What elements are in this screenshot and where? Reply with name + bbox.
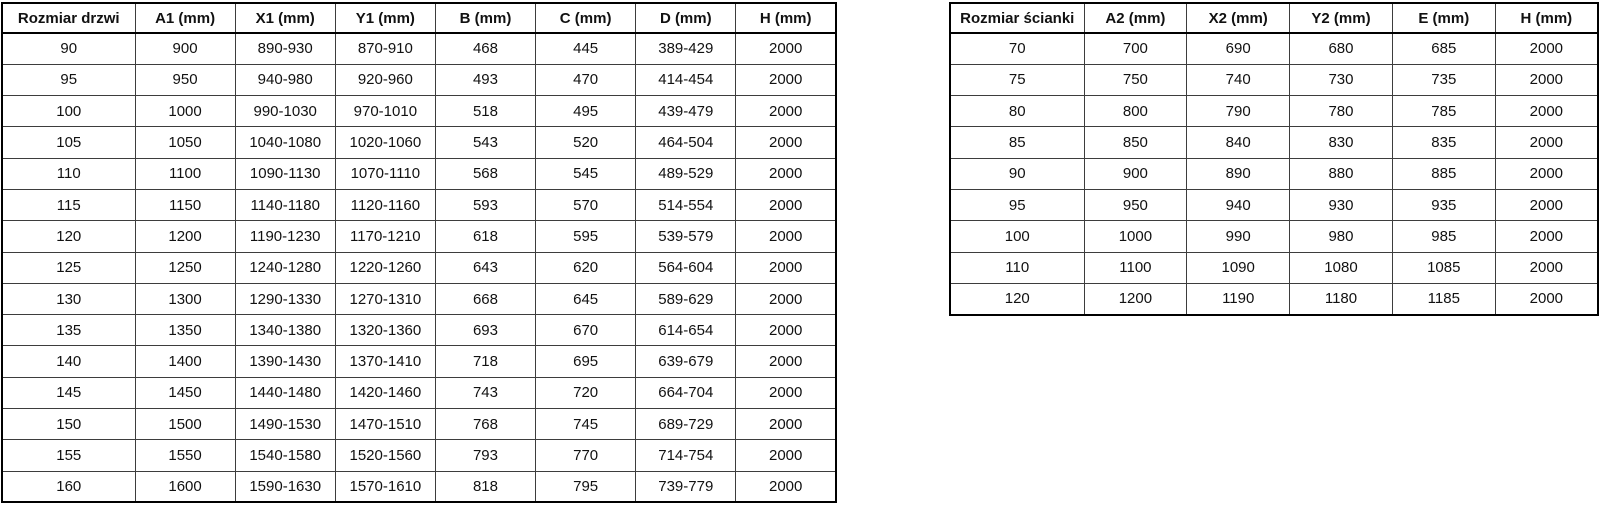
- table-cell: 2000: [736, 440, 836, 471]
- table-row: [950, 283, 1598, 314]
- table-cell: 539-579: [636, 221, 736, 252]
- table-row: [2, 440, 836, 471]
- table-cell: 2000: [736, 221, 836, 252]
- table-cell: 115: [2, 189, 135, 220]
- table-cell: 70: [950, 33, 1084, 64]
- table-cell: 720: [536, 377, 636, 408]
- table-cell: 489-529: [636, 158, 736, 189]
- table-cell: 645: [536, 283, 636, 314]
- table-cell: 2000: [1495, 283, 1598, 314]
- table-cell: 593: [435, 189, 535, 220]
- table-cell: 1270-1310: [335, 283, 435, 314]
- table-cell: 140: [2, 346, 135, 377]
- table-cell: 1120-1160: [335, 189, 435, 220]
- table-row: [2, 252, 836, 283]
- table-cell: 520: [536, 127, 636, 158]
- table-cell: 2000: [736, 377, 836, 408]
- table-row: [950, 158, 1598, 189]
- table-cell: 414-454: [636, 64, 736, 95]
- table-row: [950, 189, 1598, 220]
- table-row: [2, 127, 836, 158]
- table-cell: 1450: [135, 377, 235, 408]
- door-sizes-table-header: [2, 3, 836, 33]
- column-header: H (mm): [736, 3, 836, 33]
- table-cell: 795: [536, 471, 636, 502]
- table-cell: 100: [950, 221, 1084, 252]
- column-header: H (mm): [1495, 3, 1598, 33]
- table-cell: 110: [950, 252, 1084, 283]
- header-row: [2, 3, 836, 33]
- table-cell: 95: [2, 64, 135, 95]
- table-cell: 150: [2, 409, 135, 440]
- table-cell: 1090: [1187, 252, 1290, 283]
- table-cell: 1550: [135, 440, 235, 471]
- table-cell: 800: [1084, 96, 1187, 127]
- column-header: A1 (mm): [135, 3, 235, 33]
- table-cell: 100: [2, 96, 135, 127]
- table-cell: 689-729: [636, 409, 736, 440]
- table-cell: 1180: [1290, 283, 1393, 314]
- table-cell: 468: [435, 33, 535, 64]
- table-cell: 1320-1360: [335, 315, 435, 346]
- table-cell: 2000: [1495, 33, 1598, 64]
- table-cell: 1050: [135, 127, 235, 158]
- table-cell: 643: [435, 252, 535, 283]
- table-cell: 2000: [736, 283, 836, 314]
- table-cell: 793: [435, 440, 535, 471]
- table-row: [2, 315, 836, 346]
- header-row: [950, 3, 1598, 33]
- table-cell: 125: [2, 252, 135, 283]
- wall-sizes-table-header: [950, 3, 1598, 33]
- table-cell: 90: [2, 33, 135, 64]
- table-cell: 120: [950, 283, 1084, 314]
- table-row: [950, 64, 1598, 95]
- table-row: [950, 127, 1598, 158]
- table-cell: 1080: [1290, 252, 1393, 283]
- table-row: [2, 221, 836, 252]
- table-cell: 890: [1187, 158, 1290, 189]
- table-cell: 1200: [135, 221, 235, 252]
- table-cell: 1190: [1187, 283, 1290, 314]
- table-cell: 545: [536, 158, 636, 189]
- table-cell: 668: [435, 283, 535, 314]
- table-row: [2, 409, 836, 440]
- table-cell: 830: [1290, 127, 1393, 158]
- table-cell: 2000: [736, 127, 836, 158]
- column-header: Y1 (mm): [335, 3, 435, 33]
- table-cell: 780: [1290, 96, 1393, 127]
- table-row: [950, 252, 1598, 283]
- table-cell: 1370-1410: [335, 346, 435, 377]
- table-cell: 589-629: [636, 283, 736, 314]
- table-cell: 464-504: [636, 127, 736, 158]
- column-header: Rozmiar ścianki: [950, 3, 1084, 33]
- table-cell: 1100: [1084, 252, 1187, 283]
- table-row: [950, 221, 1598, 252]
- table-cell: 1470-1510: [335, 409, 435, 440]
- table-cell: 1100: [135, 158, 235, 189]
- table-cell: 700: [1084, 33, 1187, 64]
- table-cell: 1350: [135, 315, 235, 346]
- column-header: Y2 (mm): [1290, 3, 1393, 33]
- table-cell: 990: [1187, 221, 1290, 252]
- table-cell: 85: [950, 127, 1084, 158]
- wall-sizes-table: [949, 2, 1599, 316]
- table-cell: 1590-1630: [235, 471, 335, 502]
- table-cell: 389-429: [636, 33, 736, 64]
- column-header: X1 (mm): [235, 3, 335, 33]
- table-cell: 493: [435, 64, 535, 95]
- table-cell: 595: [536, 221, 636, 252]
- table-row: [2, 33, 836, 64]
- table-cell: 985: [1392, 221, 1495, 252]
- table-cell: 768: [435, 409, 535, 440]
- table-cell: 543: [435, 127, 535, 158]
- table-cell: 110: [2, 158, 135, 189]
- table-cell: 940: [1187, 189, 1290, 220]
- table-cell: 135: [2, 315, 135, 346]
- table-cell: 1490-1530: [235, 409, 335, 440]
- table-cell: 950: [1084, 189, 1187, 220]
- table-cell: 1540-1580: [235, 440, 335, 471]
- table-cell: 2000: [1495, 96, 1598, 127]
- table-cell: 770: [536, 440, 636, 471]
- table-cell: 80: [950, 96, 1084, 127]
- table-cell: 1185: [1392, 283, 1495, 314]
- table-cell: 1070-1110: [335, 158, 435, 189]
- table-cell: 1420-1460: [335, 377, 435, 408]
- table-cell: 2000: [1495, 158, 1598, 189]
- table-cell: 1400: [135, 346, 235, 377]
- table-cell: 1040-1080: [235, 127, 335, 158]
- column-header: C (mm): [536, 3, 636, 33]
- table-cell: 130: [2, 283, 135, 314]
- door-sizes-table: [1, 2, 837, 503]
- table-row: [2, 346, 836, 377]
- table-cell: 620: [536, 252, 636, 283]
- table-cell: 718: [435, 346, 535, 377]
- table-cell: 95: [950, 189, 1084, 220]
- table-cell: 1085: [1392, 252, 1495, 283]
- table-row: [950, 96, 1598, 127]
- table-cell: 785: [1392, 96, 1495, 127]
- table-cell: 618: [435, 221, 535, 252]
- table-row: [2, 471, 836, 502]
- table-cell: 1570-1610: [335, 471, 435, 502]
- table-cell: 2000: [736, 409, 836, 440]
- table-cell: 145: [2, 377, 135, 408]
- table-cell: 1520-1560: [335, 440, 435, 471]
- table-cell: 970-1010: [335, 96, 435, 127]
- table-cell: 639-679: [636, 346, 736, 377]
- table-cell: 155: [2, 440, 135, 471]
- column-header: B (mm): [435, 3, 535, 33]
- table-cell: 950: [135, 64, 235, 95]
- table-row: [2, 283, 836, 314]
- column-header: Rozmiar drzwi: [2, 3, 135, 33]
- wall-sizes-table-body: [950, 33, 1598, 315]
- table-row: [2, 158, 836, 189]
- table-cell: 518: [435, 96, 535, 127]
- column-header: D (mm): [636, 3, 736, 33]
- table-cell: 730: [1290, 64, 1393, 95]
- table-cell: 2000: [736, 252, 836, 283]
- table-cell: 75: [950, 64, 1084, 95]
- table-cell: 900: [135, 33, 235, 64]
- table-cell: 1190-1230: [235, 221, 335, 252]
- table-cell: 885: [1392, 158, 1495, 189]
- table-cell: 890-930: [235, 33, 335, 64]
- table-cell: 1300: [135, 283, 235, 314]
- table-cell: 2000: [736, 96, 836, 127]
- table-cell: 840: [1187, 127, 1290, 158]
- table-cell: 1090-1130: [235, 158, 335, 189]
- table-cell: 2000: [1495, 189, 1598, 220]
- table-cell: 1390-1430: [235, 346, 335, 377]
- table-cell: 745: [536, 409, 636, 440]
- table-cell: 2000: [736, 315, 836, 346]
- table-cell: 735: [1392, 64, 1495, 95]
- table-cell: 614-654: [636, 315, 736, 346]
- table-cell: 850: [1084, 127, 1187, 158]
- table-cell: 1250: [135, 252, 235, 283]
- table-row: [2, 189, 836, 220]
- table-cell: 990-1030: [235, 96, 335, 127]
- table-cell: 2000: [736, 471, 836, 502]
- table-cell: 1170-1210: [335, 221, 435, 252]
- table-cell: 2000: [736, 158, 836, 189]
- table-cell: 743: [435, 377, 535, 408]
- table-cell: 930: [1290, 189, 1393, 220]
- table-cell: 495: [536, 96, 636, 127]
- table-cell: 935: [1392, 189, 1495, 220]
- table-cell: 880: [1290, 158, 1393, 189]
- table-cell: 818: [435, 471, 535, 502]
- table-cell: 2000: [736, 189, 836, 220]
- table-cell: 568: [435, 158, 535, 189]
- table-cell: 2000: [736, 346, 836, 377]
- table-cell: 2000: [1495, 64, 1598, 95]
- table-cell: 790: [1187, 96, 1290, 127]
- column-header: E (mm): [1392, 3, 1495, 33]
- table-cell: 445: [536, 33, 636, 64]
- table-cell: 1290-1330: [235, 283, 335, 314]
- door-sizes-table-body: [2, 33, 836, 502]
- table-cell: 1200: [1084, 283, 1187, 314]
- table-cell: 739-779: [636, 471, 736, 502]
- table-cell: 2000: [1495, 221, 1598, 252]
- table-cell: 1000: [135, 96, 235, 127]
- table-cell: 2000: [736, 64, 836, 95]
- table-cell: 1020-1060: [335, 127, 435, 158]
- table-row: [2, 96, 836, 127]
- table-cell: 740: [1187, 64, 1290, 95]
- table-cell: 470: [536, 64, 636, 95]
- table-cell: 664-704: [636, 377, 736, 408]
- table-cell: 670: [536, 315, 636, 346]
- table-cell: 900: [1084, 158, 1187, 189]
- table-cell: 105: [2, 127, 135, 158]
- table-cell: 940-980: [235, 64, 335, 95]
- table-cell: 685: [1392, 33, 1495, 64]
- table-cell: 90: [950, 158, 1084, 189]
- table-cell: 439-479: [636, 96, 736, 127]
- table-cell: 1600: [135, 471, 235, 502]
- table-cell: 714-754: [636, 440, 736, 471]
- table-cell: 680: [1290, 33, 1393, 64]
- table-cell: 120: [2, 221, 135, 252]
- table-row: [2, 377, 836, 408]
- table-row: [2, 64, 836, 95]
- table-cell: 693: [435, 315, 535, 346]
- table-cell: 980: [1290, 221, 1393, 252]
- table-cell: 1000: [1084, 221, 1187, 252]
- table-cell: 870-910: [335, 33, 435, 64]
- table-row: [950, 33, 1598, 64]
- table-cell: 564-604: [636, 252, 736, 283]
- table-cell: 1240-1280: [235, 252, 335, 283]
- column-header: X2 (mm): [1187, 3, 1290, 33]
- column-header: A2 (mm): [1084, 3, 1187, 33]
- table-cell: 1440-1480: [235, 377, 335, 408]
- table-cell: 2000: [736, 33, 836, 64]
- table-cell: 750: [1084, 64, 1187, 95]
- table-cell: 1500: [135, 409, 235, 440]
- table-cell: 1220-1260: [335, 252, 435, 283]
- table-cell: 514-554: [636, 189, 736, 220]
- table-cell: 2000: [1495, 252, 1598, 283]
- table-cell: 1140-1180: [235, 189, 335, 220]
- table-cell: 690: [1187, 33, 1290, 64]
- table-cell: 2000: [1495, 127, 1598, 158]
- table-cell: 570: [536, 189, 636, 220]
- table-cell: 920-960: [335, 64, 435, 95]
- table-cell: 835: [1392, 127, 1495, 158]
- table-cell: 160: [2, 471, 135, 502]
- table-cell: 1340-1380: [235, 315, 335, 346]
- table-cell: 1150: [135, 189, 235, 220]
- table-cell: 695: [536, 346, 636, 377]
